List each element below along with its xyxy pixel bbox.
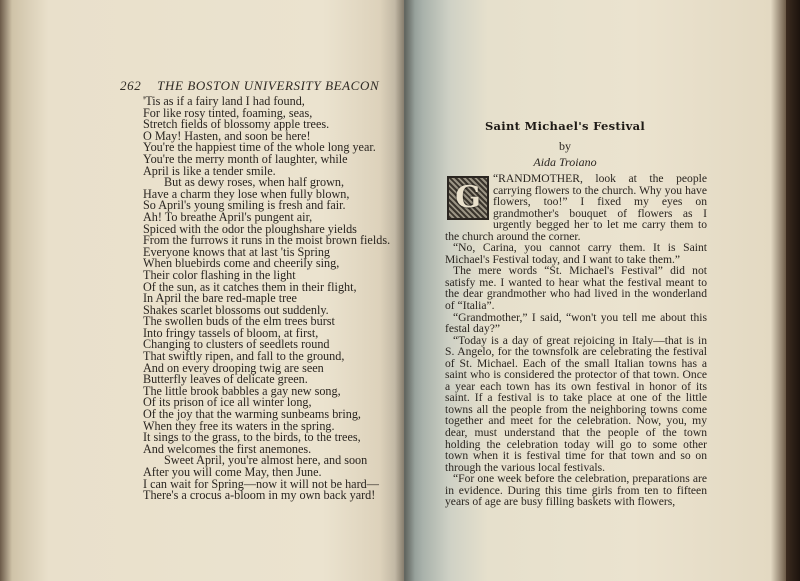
poem-line: It sings to the grass, to the birds, to the trees, [143,430,361,445]
poem-line: From the furrows it runs in the moist brown fields. [143,233,391,248]
poem-line: Ah! To breathe April's pungent air, [143,209,313,224]
poem-line: You're the merry month of laughter, while [143,151,348,166]
poem-line: And welcomes the first anemones. [143,441,312,456]
poem-line: Changing to clusters of seedlets round [143,337,330,352]
poem-line: And on every drooping twig are seen [143,360,324,375]
poem-line: The swollen buds of the elm trees burst [143,314,335,329]
poem-line: The little brook babbles a gay new song, [143,383,341,398]
poem-line: Stretch fields of blossomy apple trees. [143,117,330,132]
poem-line: I can wait for Spring—now it will not be hard— [143,476,379,491]
article-paragraph: G “RANDMOTHER, look at the people carrying flowers to the church. Why you have flowers, too!” I fixed my eyes on grandmother's bouquet of flowers as I urgently begged her to let me carry them to the church around the corner. [445,172,707,243]
byline-by: by [559,139,571,153]
article-paragraph: “No, Carina, you cannot carry them. It is Saint Michael's Festival today, and I want to take them.” [445,241,707,266]
poem-line: That swiftly ripen, and fall to the ground, [143,349,345,364]
running-head [120,78,391,94]
poem-line: But as dewy roses, when half grown, [164,175,345,190]
poem-line: Their color flashing in the light [143,267,296,282]
article-paragraph: “Grandmother,” I said, “won't you tell me about this festal day?” [445,310,707,336]
poem-line: Shakes scarlet blossoms out suddenly. [143,302,329,317]
poem-line: When bluebirds come and cheerily sing, [143,256,340,271]
article-body [445,173,707,508]
poem-line: You're the happiest time of the whole long year. [143,140,376,155]
article-paragraph: “For one week before the celebration, preparations are in evidence. During this time girls from ten to fifteen years of age are busy filling baskets with flowers, [445,472,707,509]
poem-line: Of the joy that the warming sunbeams bring, [143,407,361,422]
poem-line: Everyone knows that at last 'tis Spring [143,244,331,259]
poem-line: When they free its waters in the spring. [143,418,335,433]
poem-line: For like rosy tinted, foaming, seas, [143,105,313,120]
article-paragraph: The mere words “St. Michael's Festival” did not satisfy me. I wanted to hear what the festival meant to the dear grandmother who had lived in the wonderland of “Italia”. [445,264,707,313]
poem-line: 'Tis as if a fairy land I had found, [143,94,305,108]
page-number: 262 [120,78,142,93]
poem-line: April is like a tender smile. [143,163,276,178]
poem-line: After you will come May, then June. [143,465,322,479]
poem-line: There's a crocus a-bloom in my own back yard! [143,488,376,503]
poem-line: In April the bare red-maple tree [143,291,297,306]
poem-line: So April's young smiling is fresh and fair. [143,198,346,213]
poem [143,96,390,502]
book-edge [786,0,800,581]
poem-line: Butterfly leaves of delicate green. [143,372,308,387]
poem-line: Of its prison of ice all winter long, [143,395,312,410]
poem-line: Sweet April, you're almost here, and soon [164,453,368,468]
article-paragraph: “Today is a day of great rejoicing in Italy—that is in S. Angelo, for the townsfolk are celebrating the festival of St. Michael. Each of the small Italian towns has a saint who is considered the protector of that town. Once a year each town has its own festival in honor of its saint. If a festival is to take place at one of the little towns all the people from the neighboring towns come together and meet for the celebration. Now, you, my dear, must understand that the people of the town holding the celebration today will go to some other town when it is festival time for that town and so on through the various local festivals. [445,333,707,474]
book-gutter [395,0,415,581]
poem-line: Spiced with the odor the ploughshare yields [143,221,357,236]
poem-line: Into fringy tassels of bloom, at first, [143,325,319,340]
journal-title: THE BOSTON UNIVERSITY BEACON [157,78,380,93]
drop-cap-ornament: G [447,176,489,220]
poem-line: Of the sun, as it catches them in their flight, [143,279,357,294]
article-author: Aida Troiano [533,155,597,169]
poem-line: Have a charm they lose when fully blown, [143,186,350,201]
article-title: Saint Michael's Festival [484,119,646,133]
poem-line: O May! Hasten, and soon be here! [143,128,311,143]
